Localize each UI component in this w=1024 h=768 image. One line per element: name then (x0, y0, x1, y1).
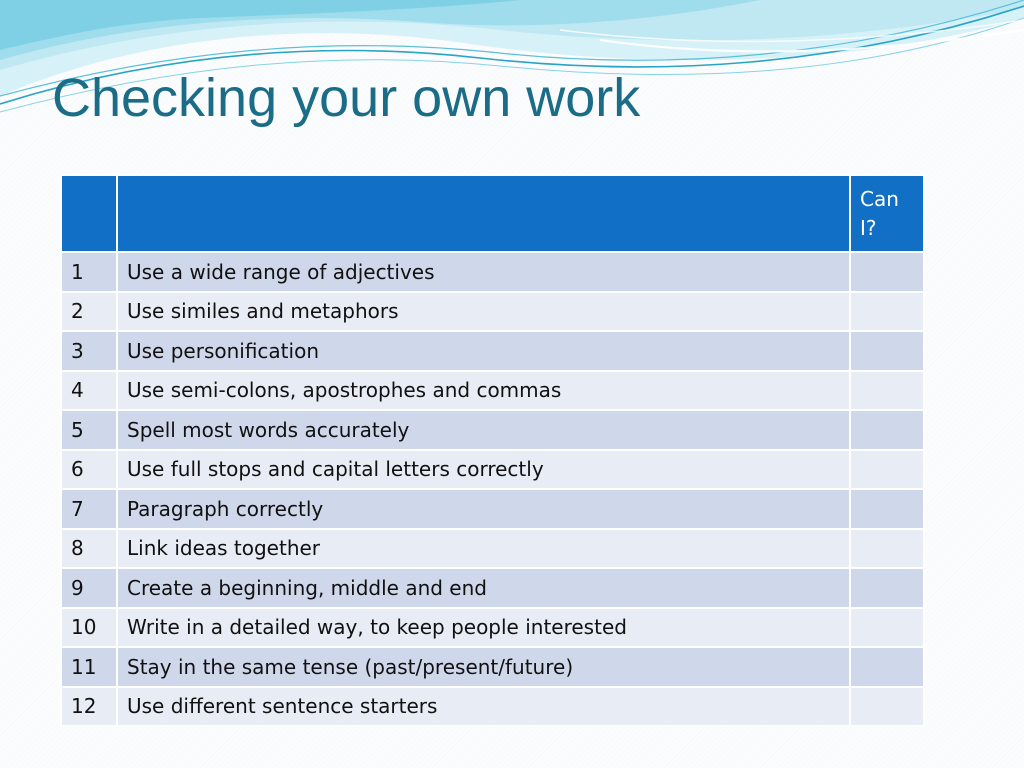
row-check-cell[interactable] (850, 647, 924, 687)
row-number: 8 (61, 529, 117, 569)
row-number: 4 (61, 371, 117, 411)
table-row (61, 450, 924, 490)
table-row (61, 568, 924, 608)
row-check-cell[interactable] (850, 331, 924, 371)
header-number (61, 175, 117, 252)
row-number: 6 (61, 450, 117, 490)
row-check-cell[interactable] (850, 608, 924, 648)
row-item: Write in a detailed way, to keep people interested (117, 608, 850, 648)
table-row (61, 371, 924, 411)
row-item: Use different sentence starters (117, 687, 850, 727)
row-check-cell[interactable] (850, 489, 924, 529)
row-check-cell[interactable] (850, 252, 924, 292)
page-title: Checking your own work (52, 68, 641, 128)
row-item: Spell most words accurately (117, 410, 850, 450)
row-item: Use similes and metaphors (117, 292, 850, 332)
table-row (61, 252, 924, 292)
table-row (61, 410, 924, 450)
row-number: 11 (61, 647, 117, 687)
header-item (117, 175, 850, 252)
row-number: 1 (61, 252, 117, 292)
row-item: Stay in the same tense (past/present/future) (117, 647, 850, 687)
row-item: Link ideas together (117, 529, 850, 569)
row-check-cell[interactable] (850, 529, 924, 569)
row-number: 9 (61, 568, 117, 608)
row-number: 3 (61, 331, 117, 371)
row-check-cell[interactable] (850, 687, 924, 727)
checklist-table (60, 174, 925, 727)
row-number: 10 (61, 608, 117, 648)
row-item: Use a wide range of adjectives (117, 252, 850, 292)
table-row (61, 331, 924, 371)
row-check-cell[interactable] (850, 568, 924, 608)
table-row (61, 608, 924, 648)
row-number: 2 (61, 292, 117, 332)
table-row (61, 687, 924, 727)
row-check-cell[interactable] (850, 292, 924, 332)
row-check-cell[interactable] (850, 371, 924, 411)
row-item: Paragraph correctly (117, 489, 850, 529)
row-number: 7 (61, 489, 117, 529)
header-can-i: Can I? (850, 175, 924, 252)
table-row (61, 529, 924, 569)
row-check-cell[interactable] (850, 450, 924, 490)
table-row (61, 292, 924, 332)
table-row (61, 489, 924, 529)
checklist-table-container (60, 174, 923, 727)
row-number: 12 (61, 687, 117, 727)
row-item: Use semi-colons, apostrophes and commas (117, 371, 850, 411)
row-item: Use personification (117, 331, 850, 371)
table-row (61, 647, 924, 687)
table-header-row (61, 175, 924, 252)
row-number: 5 (61, 410, 117, 450)
row-item: Create a beginning, middle and end (117, 568, 850, 608)
row-item: Use full stops and capital letters correctly (117, 450, 850, 490)
row-check-cell[interactable] (850, 410, 924, 450)
